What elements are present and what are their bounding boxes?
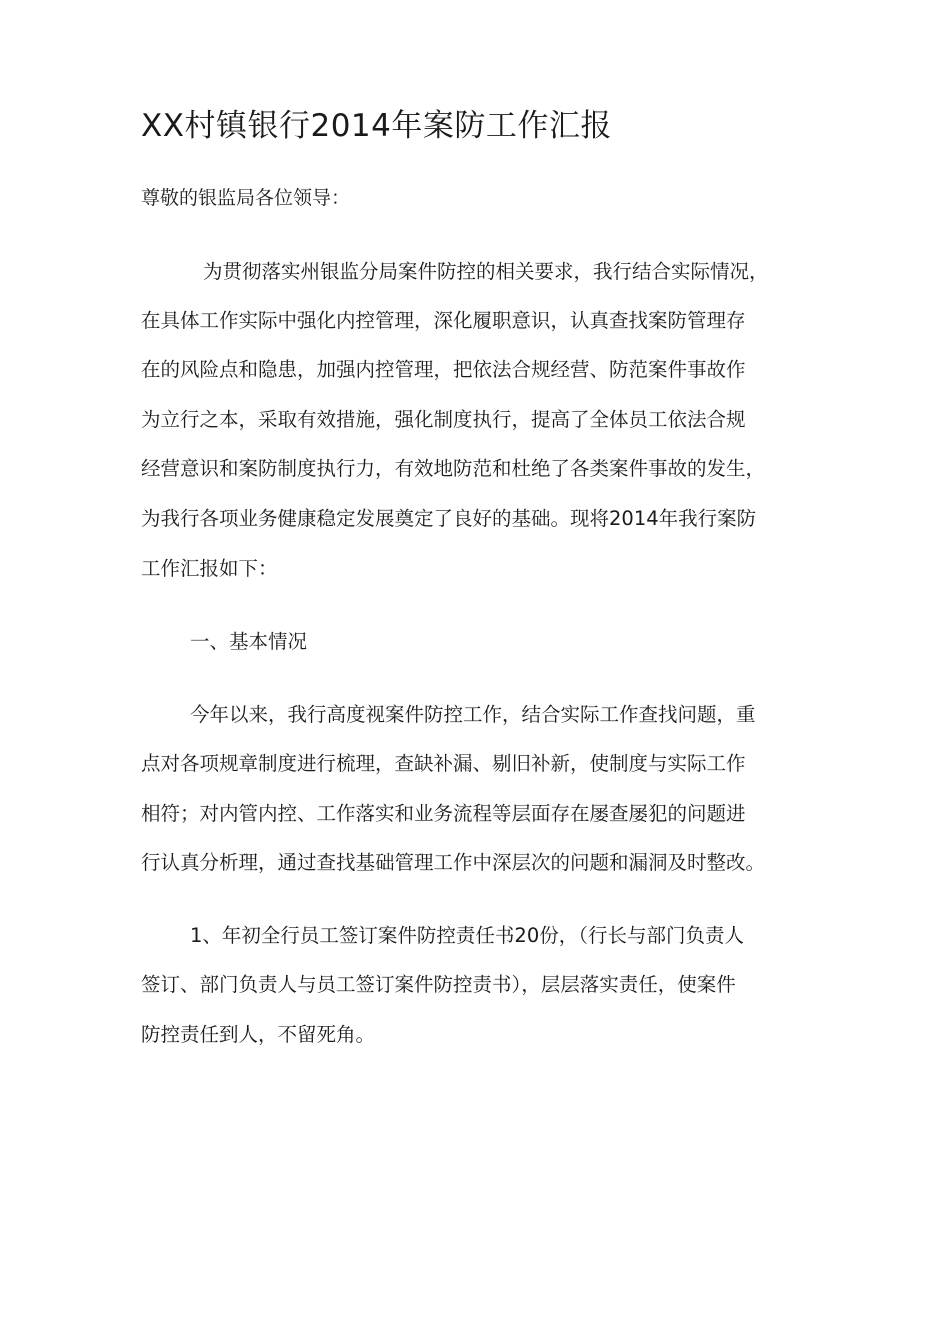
- section1-line-2: 点对各项规章制度进行梳理，查缺补漏、剔旧补新，使制度与实际工作: [141, 752, 746, 775]
- item1-line-2: 签订、部门负责人与员工签订案件防控责书），层层落实责任，使案件: [141, 973, 736, 996]
- intro-line-7: 工作汇报如下：: [141, 557, 278, 580]
- intro-line-2: 在具体工作实际中强化内控管理，深化履职意识，认真查找案防管理存: [141, 309, 746, 332]
- section1-line-4: 行认真分析理，通过查找基础管理工作中深层次的问题和漏洞及时整改。: [141, 851, 766, 874]
- item1-line-1: 1、年初全行员工签订案件防控责任书20份，（行长与部门负责人: [190, 924, 744, 947]
- section1-line-3: 相符；对内管内控、工作落实和业务流程等层面存在屡查屡犯的问题进: [141, 802, 746, 825]
- item1-line-3: 防控责任到人，不留死角。: [141, 1023, 376, 1046]
- salutation: 尊敬的银监局各位领导：: [141, 187, 351, 209]
- document-title: XX村镇银行2014年案防工作汇报: [141, 108, 612, 144]
- intro-line-5: 经营意识和案防制度执行力，有效地防范和杜绝了各类案件事故的发生，: [141, 457, 766, 480]
- intro-line-3: 在的风险点和隐患，加强内控管理，把依法合规经营、防范案件事故作: [141, 358, 746, 381]
- intro-line-1: 为贯彻落实州银监分局案件防控的相关要求，我行结合实际情况，: [203, 260, 769, 283]
- section1-line-1: 今年以来，我行高度视案件防控工作，结合实际工作查找问题，重: [190, 703, 756, 726]
- intro-line-4: 为立行之本，采取有效措施，强化制度执行，提高了全体员工依法合规: [141, 408, 746, 431]
- intro-line-6: 为我行各项业务健康稳定发展奠定了良好的基础。现将2014年我行案防: [141, 507, 757, 530]
- section-heading-basic: 一、基本情况: [190, 630, 308, 653]
